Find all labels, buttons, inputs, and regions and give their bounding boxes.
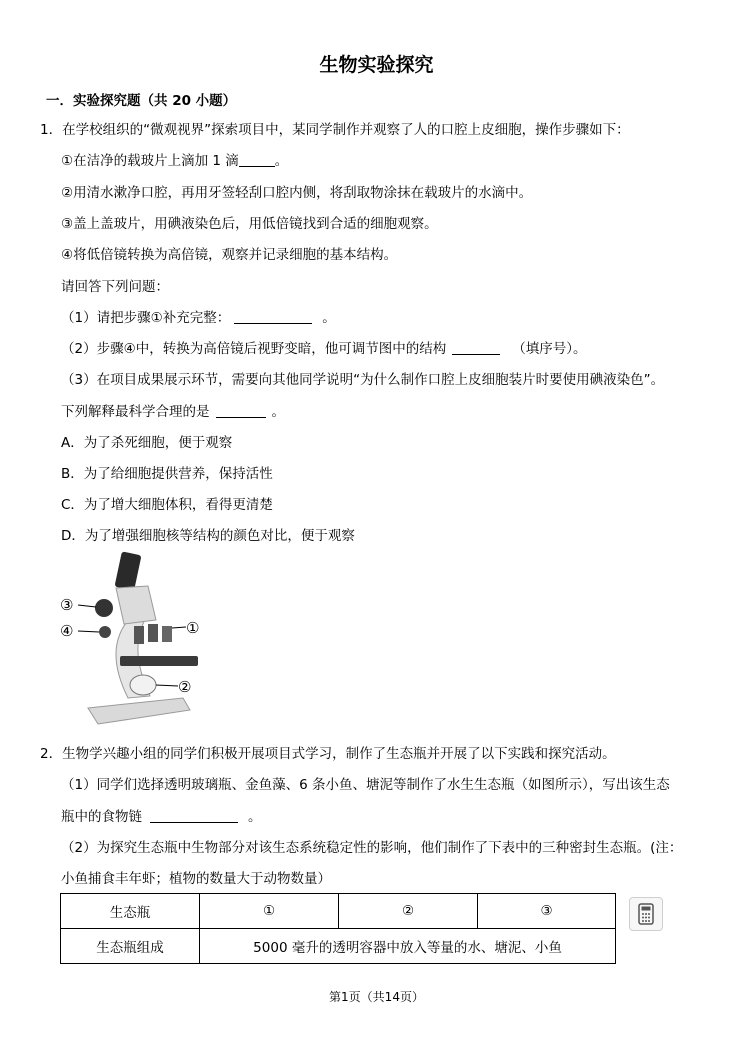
q1-step3: ③盖上盖玻片，用碘液染色后，用低倍镜找到合适的细胞观察。 <box>61 216 438 232</box>
microscope-eyepiece <box>114 551 141 590</box>
q1-sub1-text: （1）请把步骤①补充完整： <box>61 310 231 326</box>
answer-blank <box>216 403 266 418</box>
table-cell: ① <box>200 894 339 929</box>
q2-sub1-b <box>61 808 262 826</box>
table-cell: ② <box>339 894 478 929</box>
q1-prompt: 请回答下列问题： <box>61 279 169 295</box>
q1-sub2-end: （填序号）。 <box>512 341 587 357</box>
q1-option-b: B．为了给细胞提供营养，保持活性 <box>61 466 273 482</box>
label-3: ③ <box>60 596 74 614</box>
q1-sub2 <box>61 340 586 358</box>
table-cell: ③ <box>478 894 616 929</box>
calculator-icon <box>630 898 662 930</box>
page-footer: 第1页（共14页） <box>329 990 424 1004</box>
q1-sub3-b <box>61 403 285 421</box>
q1-option-d: D．为了增强细胞核等结构的颜色对比，便于观察 <box>61 528 355 544</box>
table-cell: 5000 毫升的透明容器中放入等量的水、塘泥、小鱼 <box>200 929 616 964</box>
q2-stem: 2．生物学兴趣小组的同学们积极开展项目式学习，制作了生态瓶并开展了以下实践和探究活动。 <box>40 746 616 762</box>
q1-step1-text: ①在洁净的载玻片上滴加 1 滴 <box>61 153 239 169</box>
calculator-widget-button[interactable] <box>629 897 663 931</box>
q1-sub3-b-text: 下列解释最科学合理的是 <box>61 404 210 420</box>
q2-sub1-end: 。 <box>248 809 262 825</box>
microscope-mirror <box>130 675 156 695</box>
answer-blank <box>150 808 238 823</box>
answer-blank <box>239 152 275 167</box>
page-title: 生物实验探究 <box>319 54 434 76</box>
q2-sub2: （2）为探究生态瓶中生物部分对该生态系统稳定性的影响，他们制作了下表中的三种密封生态瓶。(注： <box>61 840 683 856</box>
q1-step2: ②用清水漱净口腔，再用牙签轻刮口腔内侧，将刮取物涂抹在载玻片的水滴中。 <box>61 185 533 201</box>
microscope-body-tube <box>116 586 156 624</box>
objective-lens <box>134 626 144 644</box>
ecosystem-table <box>60 893 616 964</box>
label-4: ④ <box>60 622 74 640</box>
q2-sub1-b-text: 瓶中的食物链 <box>61 809 142 825</box>
q1-sub3-end: 。 <box>271 404 285 420</box>
q1-step1-end: 。 <box>274 153 289 169</box>
microscope-illustration <box>58 548 208 734</box>
label-1: ① <box>186 619 200 637</box>
objective-lens <box>148 624 158 642</box>
q1-sub3: （3）在项目成果展示环节，需要向其他同学说明“为什么制作口腔上皮细胞装片时要使用碘液染色”。 <box>61 372 665 388</box>
q2-sub2-b: 小鱼捕食丰年虾；植物的数量大于动物数量） <box>61 871 331 887</box>
q1-sub2-text: （2）步骤④中，转换为高倍镜后视野变暗，他可调节图中的结构 <box>61 341 447 357</box>
table-row <box>61 929 616 964</box>
label-2: ② <box>178 678 192 696</box>
q1-stem: 1．在学校组织的“微观视界”探索项目中，某同学制作并观察了人的口腔上皮细胞，操作步骤如下： <box>40 122 630 138</box>
q1-option-c: C．为了增大细胞体积，看得更清楚 <box>61 497 273 513</box>
microscope-figure <box>58 548 208 734</box>
leader-line <box>78 605 96 607</box>
leader-line <box>78 631 99 632</box>
q1-step4: ④将低倍镜转换为高倍镜，观察并记录细胞的基本结构。 <box>61 247 398 263</box>
leader-line <box>172 627 186 628</box>
microscope-stage <box>120 656 198 666</box>
leader-line <box>156 685 178 686</box>
answer-blank <box>452 340 500 355</box>
q1-sub1-end: 。 <box>322 310 336 326</box>
fine-adjustment-knob <box>99 626 111 638</box>
table-row <box>61 894 616 929</box>
q1-step1 <box>61 152 288 170</box>
q1-sub1 <box>61 309 336 327</box>
answer-blank <box>234 309 312 324</box>
microscope-base <box>88 698 190 724</box>
table-cell: 生态瓶组成 <box>61 929 200 964</box>
q2-sub1: （1）同学们选择透明玻璃瓶、金鱼藻、6 条小鱼、塘泥等制作了水生生态瓶（如图所示），写出该生态 <box>61 777 670 793</box>
section-heading: 一．实验探究题（共 20 小题） <box>46 93 237 109</box>
coarse-adjustment-knob <box>95 599 113 617</box>
q1-option-a: A．为了杀死细胞，便于观察 <box>61 435 233 451</box>
objective-lens <box>162 626 172 642</box>
table-cell: 生态瓶 <box>61 894 200 929</box>
